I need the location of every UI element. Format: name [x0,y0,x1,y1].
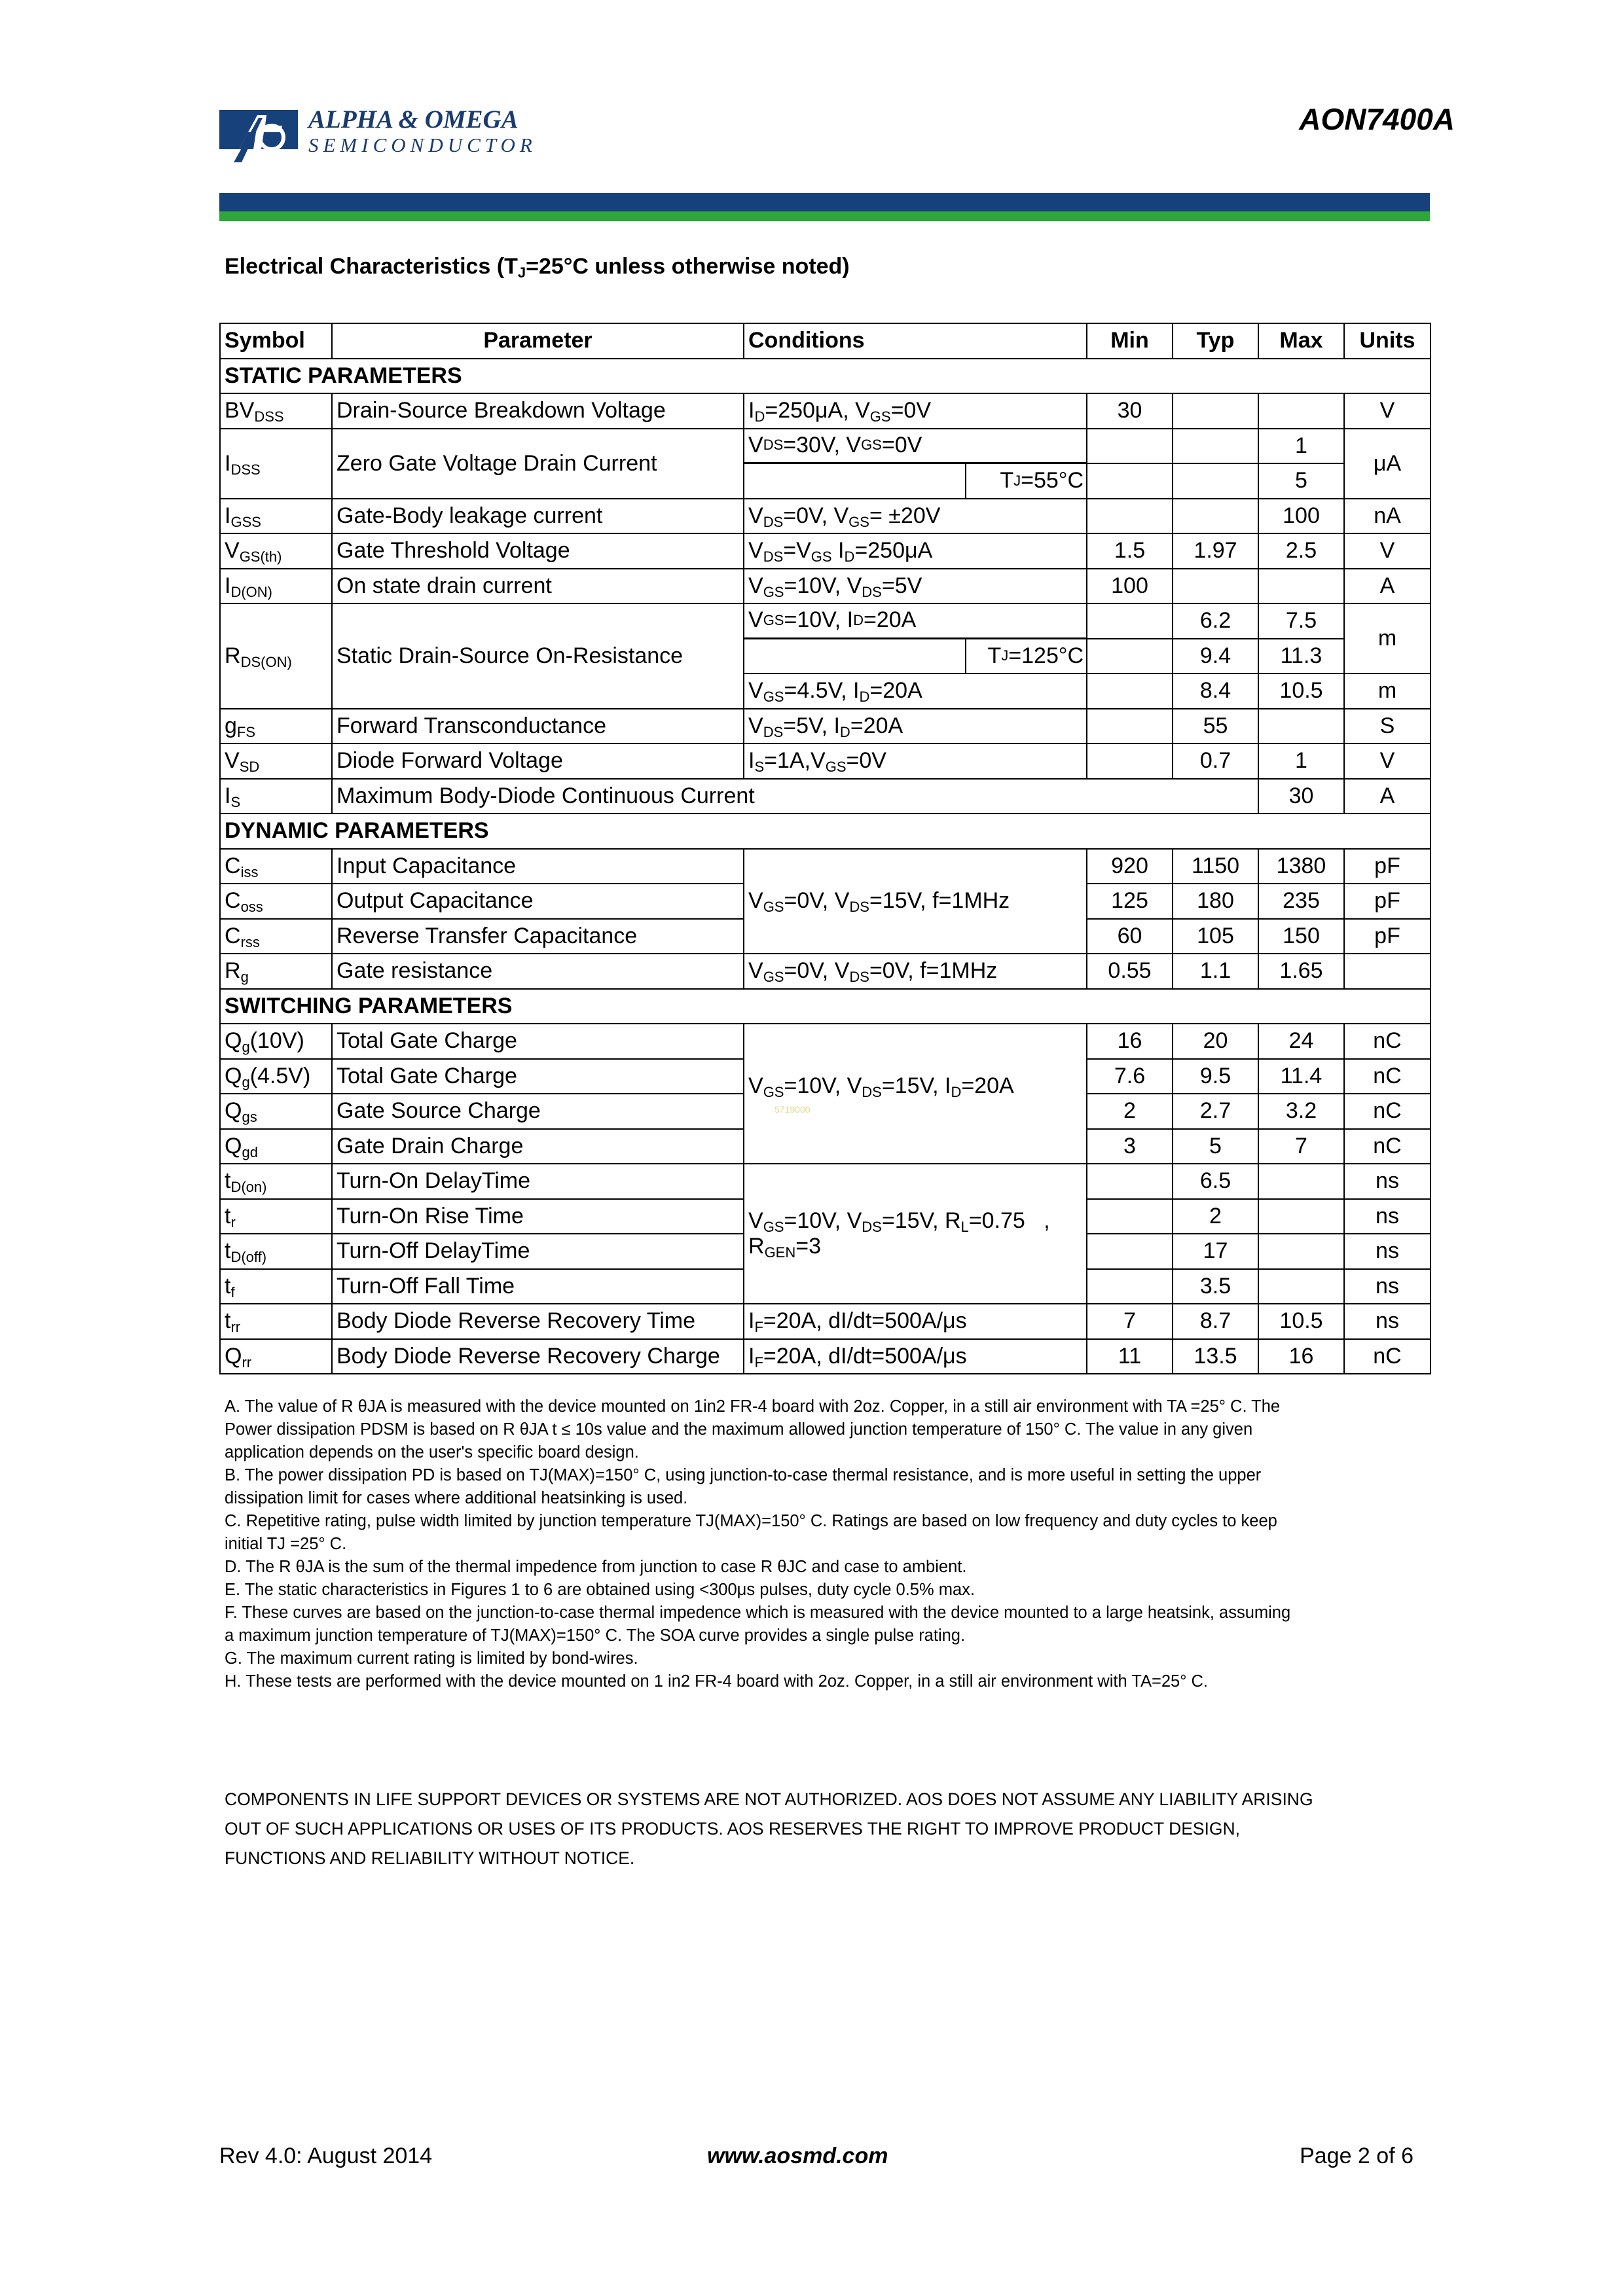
conditions-cell: $V_{GS}=0V$, $V_{DS}=15V$, f=1MHz [744,849,1087,954]
units-cell: nC [1344,1024,1431,1059]
table-header-row [220,323,1431,359]
parameter-cell: Total Gate Charge [332,1024,744,1059]
symbol-cell: $t_f$ [220,1269,332,1304]
typ-cell: 6.2 [1173,603,1258,639]
table-row [220,603,1431,639]
min-cell: 16 [1087,1024,1173,1059]
conditions-cell: $I_S=1A,V_{GS}=0V$ [744,744,1087,779]
parameter-cell: Gate Threshold Voltage [332,533,744,569]
table-row [220,1304,1431,1339]
units-cell: m [1344,603,1431,673]
footnotes [225,1395,1436,1693]
symbol-cell: $Q_{gs}$ [220,1094,332,1129]
header-symbol: Symbol [220,323,332,359]
max-cell: 10.5 [1258,1304,1344,1339]
parameter-cell: Body Diode Reverse Recovery Time [332,1304,744,1339]
footnote-line: F. These curves are based on the junction-to-case thermal impedence which is measured with the device mounted to a large heatsink, assuming [225,1604,1291,1622]
liability-disclaimer [225,1785,1436,1873]
units-cell: V [1344,533,1431,569]
conditions-cell: $V_{GS}=10V$, $V_{DS}=5V$ [744,569,1087,604]
conditions-cell: $V_{DS}=V_{GS}$ $I_D=250\mu A$ [744,533,1087,569]
symbol-cell: $I_{DSS}$ [220,429,332,499]
min-cell [1087,463,1173,499]
min-cell: 920 [1087,849,1173,884]
typ-cell: 5 [1173,1129,1258,1164]
min-cell [1087,1269,1173,1304]
table-row [220,1339,1431,1374]
typ-cell: 55 [1173,709,1258,744]
footnote-line: Power dissipation PDSM is based on R θJA t ≤ 10s value and the maximum allowed junction temperature of 150° C. The value in any given [225,1420,1253,1439]
max-cell: 30 [1258,779,1344,814]
conditions-cell: $I_D=250\mu A$, $V_{GS}=0V$ [744,393,1087,429]
typ-cell: 3.5 [1173,1269,1258,1304]
symbol-cell: $Q_{rr}$ [220,1339,332,1374]
max-cell: 7.5 [1258,603,1344,639]
parameter-cell: Drain-Source Breakdown Voltage [332,393,744,429]
max-cell: 7 [1258,1129,1344,1164]
symbol-cell: $R_g$ [220,954,332,989]
revision-date: Rev 4.0: August 2014 [219,2144,433,2168]
conditions-cell: V DS =30V, V GS =0V [744,429,1087,464]
parameter-cell: Gate Source Charge [332,1094,744,1129]
table-row [220,1164,1431,1199]
units-cell: V [1344,744,1431,779]
parameter-cell: Turn-Off DelayTime [332,1234,744,1269]
max-cell [1258,1234,1344,1269]
symbol-cell: $I_S$ [220,779,332,814]
units-cell: A [1344,569,1431,604]
parameter-cell: Static Drain-Source On-Resistance [332,603,744,709]
min-cell: 3 [1087,1129,1173,1164]
header-conditions: Conditions [744,323,1087,359]
min-cell: 1.5 [1087,533,1173,569]
logo-line1: ALPHA & OMEGA [308,105,519,134]
parameter-cell: Diode Forward Voltage [332,744,744,779]
conditions-cell: $V_{DS}=5V$, $I_D=20A$ [744,709,1087,744]
table-row [220,569,1431,604]
section-row [220,989,1431,1024]
page-number: Page 2 of 6 [1300,2144,1413,2168]
typ-cell: 17 [1173,1234,1258,1269]
footnote-line: a maximum junction temperature of TJ(MAX)=150° C. The SOA curve provides a single pulse rating. [225,1626,966,1645]
max-cell: 150 [1258,919,1344,954]
max-cell [1258,1269,1344,1304]
footnote-line: E. The static characteristics in Figures 1 to 6 are obtained using <300μs pulses, duty cycle 0.5% max. [225,1581,976,1599]
units-cell: S [1344,709,1431,744]
footnote-line: application depends on the user's specific board design. [225,1443,639,1462]
parameter-cell: Maximum Body-Diode Continuous Current [332,779,1258,814]
part-number: AON7400A [1299,102,1455,136]
typ-cell: 2 [1173,1199,1258,1234]
min-cell [1087,1164,1173,1199]
symbol-cell: $V_{GS(th)}$ [220,533,332,569]
min-cell [1087,1199,1173,1234]
units-cell: ns [1344,1199,1431,1234]
units-cell: m [1344,673,1431,709]
min-cell: 2 [1087,1094,1173,1129]
typ-cell [1173,499,1258,534]
typ-cell: 2.7 [1173,1094,1258,1129]
conditions-cell: $V_{GS}=4.5V$, $I_D=20A$ [744,673,1087,709]
min-cell: 60 [1087,919,1173,954]
min-cell: 30 [1087,393,1173,429]
conditions-cell: $V_{GS}=10V$, $V_{DS}=15V$, $I_D=20A$ 5719000 [744,1024,1087,1164]
symbol-cell: $t_r$ [220,1199,332,1234]
max-cell: 235 [1258,884,1344,919]
typ-cell: 180 [1173,884,1258,919]
min-cell [1087,709,1173,744]
min-cell: 7 [1087,1304,1173,1339]
max-cell: 1.65 [1258,954,1344,989]
symbol-cell: $I_{GSS}$ [220,499,332,534]
conditions-cell: T J =125°C [744,639,1087,674]
footnote-line: D. The R θJA is the sum of the thermal impedence from junction to case R θJC and case to ambient. [225,1558,967,1576]
disclaimer-line: FUNCTIONS AND RELIABILITY WITHOUT NOTICE. [225,1848,635,1868]
parameter-cell: Body Diode Reverse Recovery Charge [332,1339,744,1374]
min-cell: 11 [1087,1339,1173,1374]
conditions-cell: V GS =10V, I D =20A [744,603,1087,639]
parameter-cell: Turn-On DelayTime [332,1164,744,1199]
parameter-cell: Output Capacitance [332,884,744,919]
min-cell [1087,1234,1173,1269]
units-cell: ns [1344,1234,1431,1269]
units-cell: pF [1344,884,1431,919]
parameter-cell: Total Gate Charge [332,1059,744,1094]
conditions-cell: T J =55°C [744,463,1087,499]
header-bar-green [219,211,1430,221]
section-row [220,814,1431,849]
footnote-line: B. The power dissipation PD is based on TJ(MAX)=150° C, using junction-to-case thermal resistance, and is more useful in setting the upper [225,1466,1262,1484]
parameter-cell: Gate resistance [332,954,744,989]
typ-cell: 8.7 [1173,1304,1258,1339]
symbol-cell: $t_{D(off)}$ [220,1234,332,1269]
footnote-line: G. The maximum current rating is limited by bond-wires. [225,1649,638,1668]
conditions-cell: $V_{DS}=0V$, $V_{GS}= \pm 20V$ [744,499,1087,534]
max-cell [1258,709,1344,744]
units-cell: nC [1344,1129,1431,1164]
symbol-cell: $I_{D(ON)}$ [220,569,332,604]
disclaimer-line: COMPONENTS IN LIFE SUPPORT DEVICES OR SYSTEMS ARE NOT AUTHORIZED. AOS DOES NOT ASSUME ANY LIABILITY ARISING [225,1789,1313,1809]
header-bar-blue [219,193,1430,211]
table-row [220,393,1431,429]
max-cell [1258,1164,1344,1199]
typ-cell: 9.4 [1173,639,1258,674]
typ-cell: 105 [1173,919,1258,954]
conditions-cell: $V_{GS}=0V$, $V_{DS}=0V$, f=1MHz [744,954,1087,989]
parameter-cell: Turn-On Rise Time [332,1199,744,1234]
parameter-cell: On state drain current [332,569,744,604]
max-cell: 16 [1258,1339,1344,1374]
section-title: Electrical Characteristics ($T_J=25^\circ C$ unless otherwise noted) [225,254,850,281]
table-row [220,779,1431,814]
symbol-cell: $C_{iss}$ [220,849,332,884]
footnote-line: dissipation limit for cases where additional heatsinking is used. [225,1489,688,1507]
min-cell [1087,673,1173,709]
max-cell: 1380 [1258,849,1344,884]
symbol-cell: $C_{rss}$ [220,919,332,954]
table-row [220,429,1431,464]
min-cell: 7.6 [1087,1059,1173,1094]
footnote-line: C. Repetitive rating, pulse width limited by junction temperature TJ(MAX)=150° C. Ratings are based on low frequency and duty cycles to keep [225,1512,1277,1530]
units-cell: A [1344,779,1431,814]
min-cell [1087,429,1173,464]
typ-cell: 1.1 [1173,954,1258,989]
website-link[interactable]: www.aosmd.com [707,2144,888,2168]
symbol-cell: $t_{rr}$ [220,1304,332,1339]
symbol-cell: $g_{FS}$ [220,709,332,744]
table-row [220,849,1431,884]
switching-parameters-title: SWITCHING PARAMETERS [220,989,1431,1024]
dynamic-parameters-title: DYNAMIC PARAMETERS [220,814,1431,849]
typ-cell: 0.7 [1173,744,1258,779]
units-cell: pF [1344,919,1431,954]
disclaimer-line: OUT OF SUCH APPLICATIONS OR USES OF ITS PRODUCTS. AOS RESERVES THE RIGHT TO IMPROVE PRODUCT DESIGN, [225,1819,1241,1839]
header-parameter: Parameter [332,323,744,359]
symbol-cell: $Q_g(10V)$ [220,1024,332,1059]
parameter-cell: Zero Gate Voltage Drain Current [332,429,744,499]
units-cell: ns [1344,1269,1431,1304]
min-cell: 0.55 [1087,954,1173,989]
typ-cell: 6.5 [1173,1164,1258,1199]
typ-cell: 1150 [1173,849,1258,884]
conditions-cell: $I_F=20A$, dI/dt=500A/μs [744,1339,1087,1374]
typ-cell [1173,429,1258,464]
max-cell: 1 [1258,429,1344,464]
table-row [220,954,1431,989]
max-cell: 2.5 [1258,533,1344,569]
min-cell [1087,639,1173,674]
typ-cell: 9.5 [1173,1059,1258,1094]
units-cell: ns [1344,1304,1431,1339]
parameter-cell: Gate-Body leakage current [332,499,744,534]
symbol-cell: $C_{oss}$ [220,884,332,919]
footnote-line: A. The value of R θJA is measured with the device mounted on 1in2 FR-4 board with 2oz. Copper, in a still air environment with TA =25° C. The [225,1397,1281,1416]
footnote-line: H. These tests are performed with the device mounted on 1 in2 FR-4 board with 2oz. Copper, in a still air environment with TA=25° C. [225,1672,1208,1691]
logo-line2: SEMICONDUCTOR [308,134,537,156]
footnote-line: initial TJ =25° C. [225,1535,347,1553]
parameter-cell: Turn-Off Fall Time [332,1269,744,1304]
max-cell: 100 [1258,499,1344,534]
symbol-cell: $R_{DS(ON)}$ [220,603,332,709]
header-units: Units [1344,323,1431,359]
header-max: Max [1258,323,1344,359]
typ-cell [1173,569,1258,604]
units-cell: nC [1344,1339,1431,1374]
electrical-characteristics-table [219,323,1431,1374]
parameter-cell: Forward Transconductance [332,709,744,744]
typ-cell: 8.4 [1173,673,1258,709]
min-cell [1087,744,1173,779]
table-row [220,499,1431,534]
max-cell: 11.4 [1258,1059,1344,1094]
section-row [220,359,1431,394]
max-cell [1258,569,1344,604]
aos-logo-icon [219,106,299,165]
typ-cell: 13.5 [1173,1339,1258,1374]
typ-cell [1173,393,1258,429]
parameter-cell: Reverse Transfer Capacitance [332,919,744,954]
conditions-cell: $I_F=20A$, dI/dt=500A/μs [744,1304,1087,1339]
static-parameters-title: STATIC PARAMETERS [220,359,1431,394]
table-row [220,533,1431,569]
min-cell: 125 [1087,884,1173,919]
conditions-cell: $V_{GS}=10V$, $V_{DS}=15V$, $R_L=0.75$ , $R_{GEN}=3$ [744,1164,1087,1304]
units-cell: pF [1344,849,1431,884]
units-cell: ns [1344,1164,1431,1199]
header-typ: Typ [1173,323,1258,359]
watermark-text: 5719000 [775,1103,811,1115]
symbol-cell: $BV_{DSS}$ [220,393,332,429]
symbol-cell: $Q_g(4.5V)$ [220,1059,332,1094]
max-cell [1258,1199,1344,1234]
parameter-cell: Input Capacitance [332,849,744,884]
units-cell: μA [1344,429,1431,499]
parameter-cell: Gate Drain Charge [332,1129,744,1164]
min-cell [1087,499,1173,534]
header-min: Min [1087,323,1173,359]
symbol-cell: $V_{SD}$ [220,744,332,779]
max-cell: 10.5 [1258,673,1344,709]
units-cell: nC [1344,1094,1431,1129]
max-cell [1258,393,1344,429]
typ-cell: 1.97 [1173,533,1258,569]
max-cell: 1 [1258,744,1344,779]
max-cell: 5 [1258,463,1344,499]
max-cell: 3.2 [1258,1094,1344,1129]
table-row [220,709,1431,744]
company-logo [219,103,547,169]
typ-cell: 20 [1173,1024,1258,1059]
max-cell: 11.3 [1258,639,1344,674]
units-cell: V [1344,393,1431,429]
units-cell [1344,954,1431,989]
symbol-cell: $t_{D(on)}$ [220,1164,332,1199]
symbol-cell: $Q_{gd}$ [220,1129,332,1164]
table-row [220,744,1431,779]
units-cell: nC [1344,1059,1431,1094]
min-cell [1087,603,1173,639]
max-cell: 24 [1258,1024,1344,1059]
units-cell: nA [1344,499,1431,534]
min-cell: 100 [1087,569,1173,604]
table-row [220,1024,1431,1059]
typ-cell [1173,463,1258,499]
